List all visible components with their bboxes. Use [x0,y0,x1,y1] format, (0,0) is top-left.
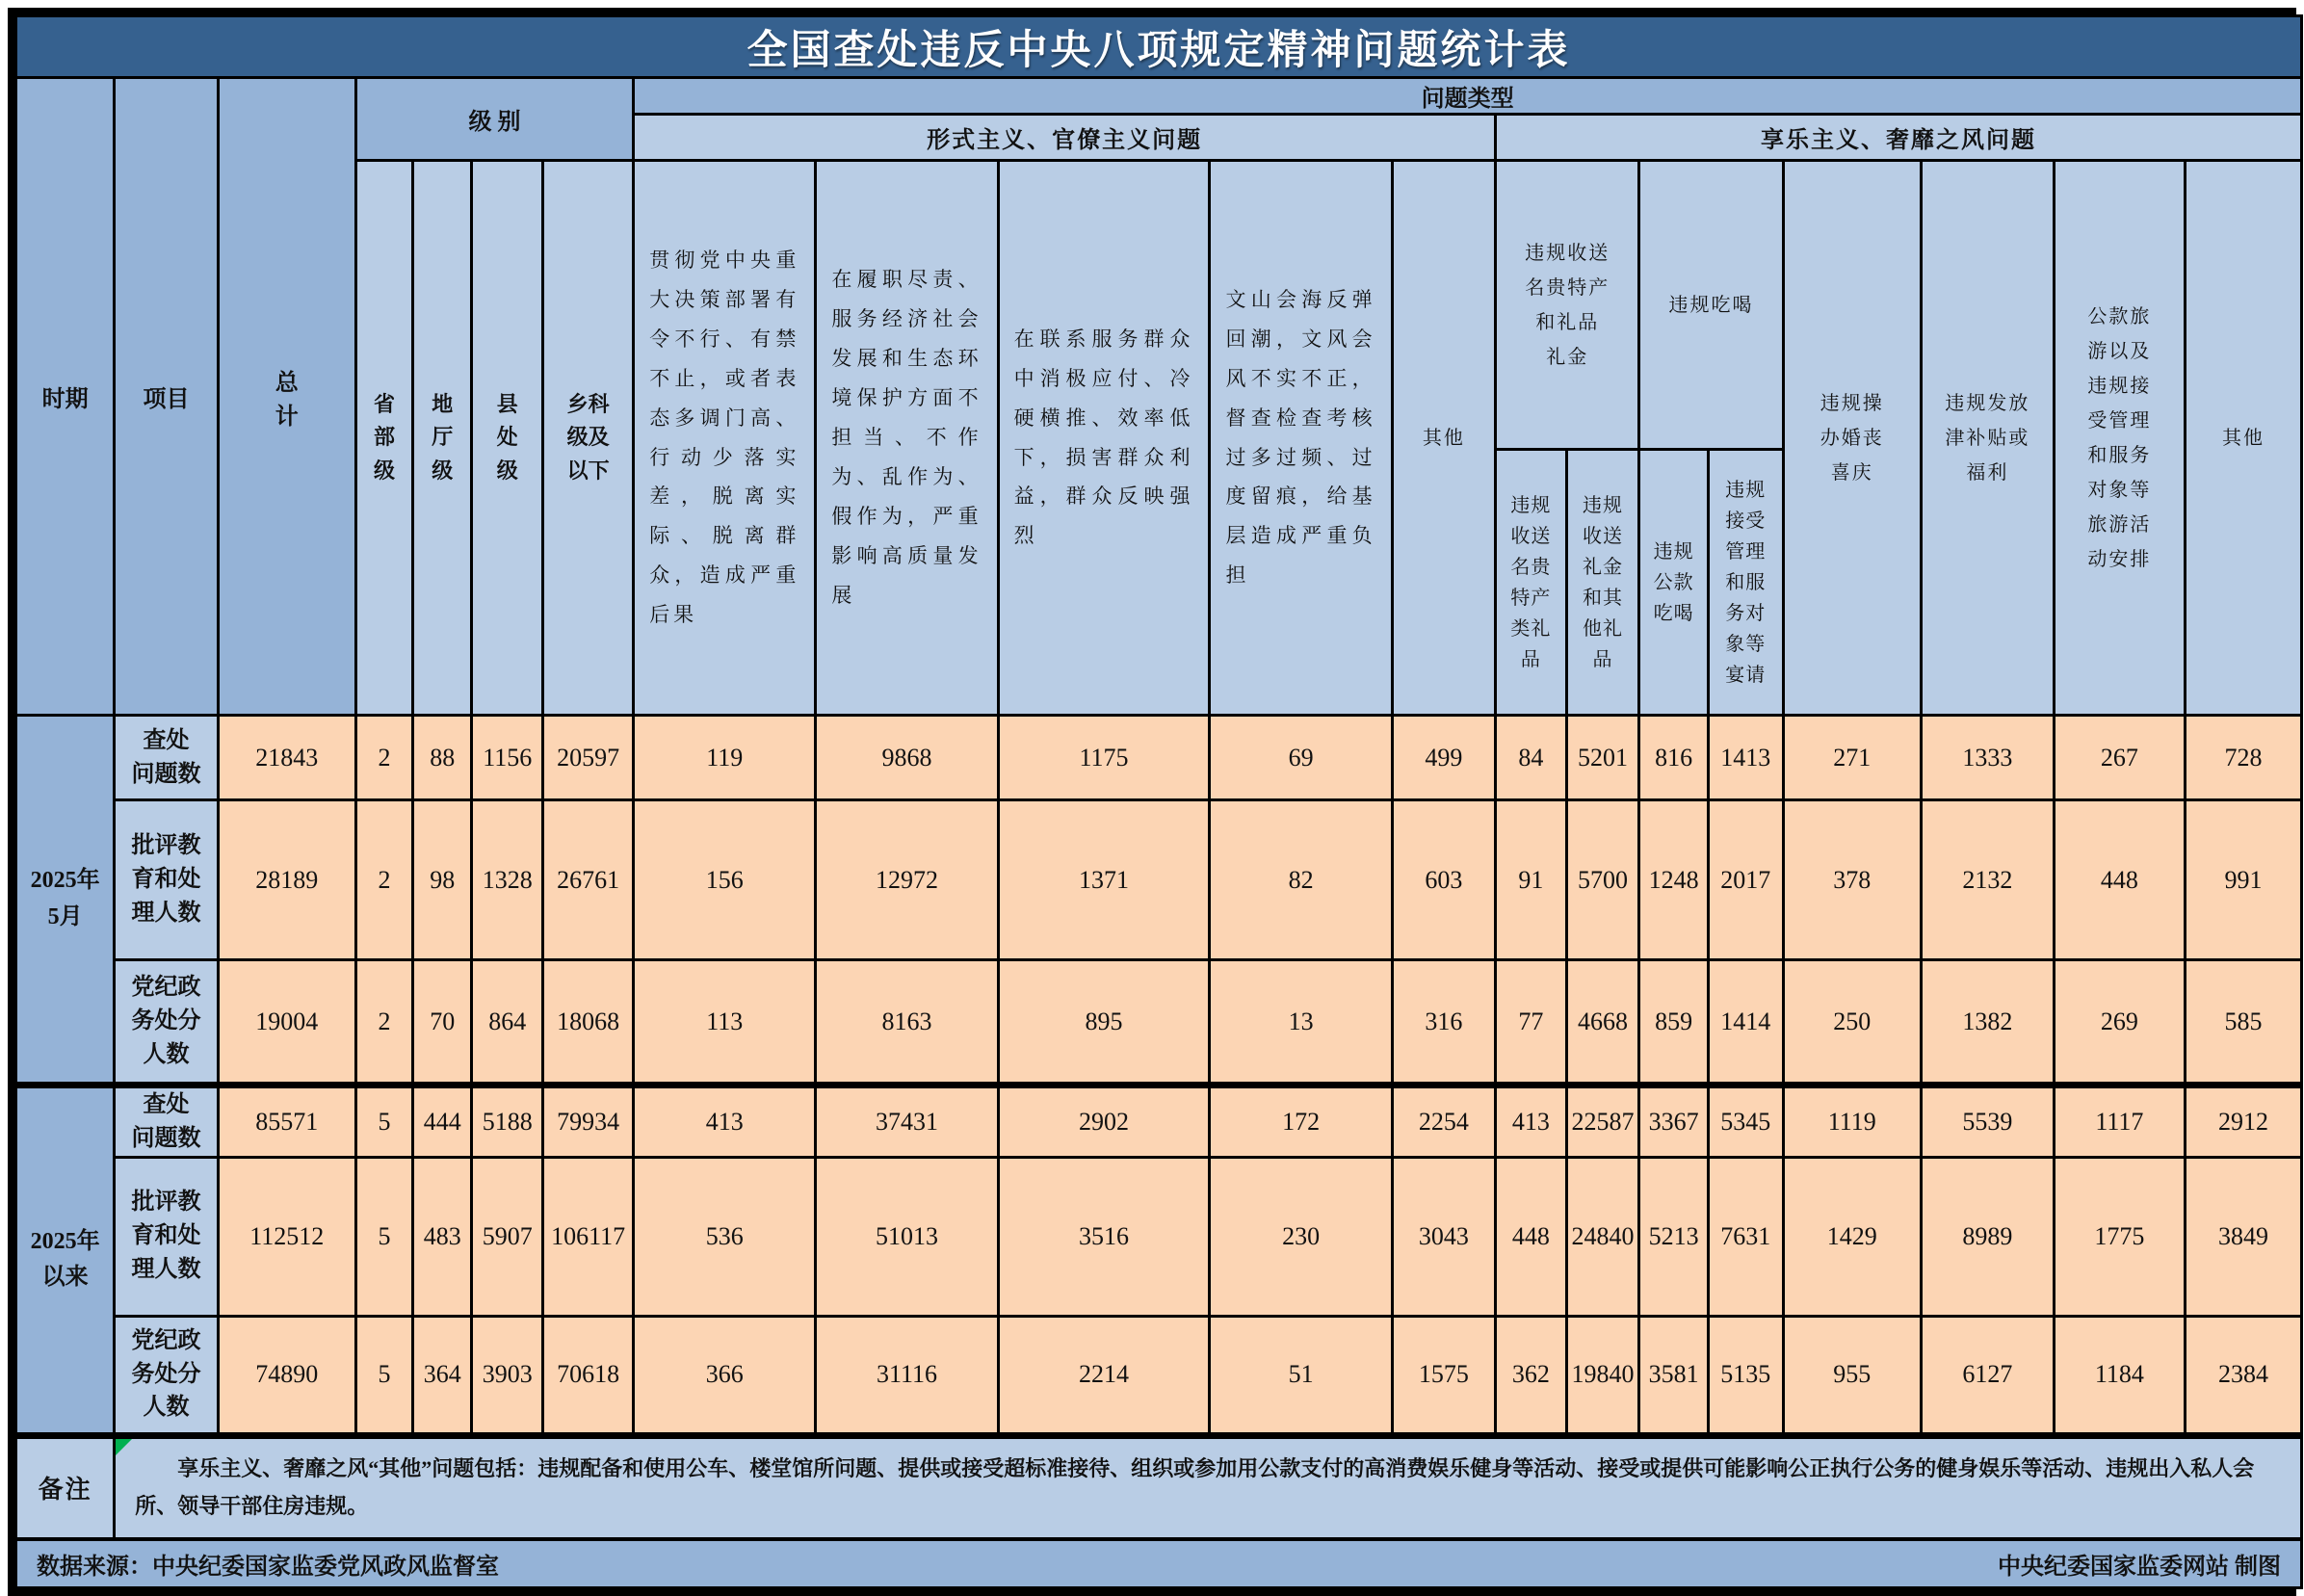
data-cell: 19004 [218,960,355,1086]
data-cell: 3516 [998,1157,1210,1316]
data-cell: 7631 [1708,1157,1783,1316]
data-cell: 2 [355,716,412,800]
table-row [16,1157,2302,1316]
data-cell: 444 [413,1086,472,1158]
data-cell: 172 [1210,1086,1392,1158]
data-cell: 79934 [543,1086,634,1158]
data-cell: 9868 [816,716,998,800]
data-cell: 1328 [472,800,543,960]
data-cell: 5700 [1566,800,1639,960]
source-bar [16,1539,2302,1587]
table-row [16,1086,2302,1158]
data-cell: 98 [413,800,472,960]
data-cell: 2017 [1708,800,1783,960]
table-frame [8,8,2296,1596]
col-header-formalism-other: 其他 [1392,161,1495,716]
data-cell: 70 [413,960,472,1086]
data-cell: 3581 [1639,1316,1709,1435]
table-row [16,716,2302,800]
col-group-hedonism: 享乐主义、奢靡之风问题 [1496,115,2302,161]
data-cell: 1248 [1639,800,1709,960]
data-cell: 51 [1210,1316,1392,1435]
data-cell: 413 [634,1086,816,1158]
data-cell: 2 [355,800,412,960]
data-cell: 74890 [218,1316,355,1435]
col-header-allowances: 违规发放 津补贴或 福利 [1921,161,2054,716]
col-group-level: 级 别 [355,78,633,161]
col-group-problem-type: 问题类型 [634,78,2302,115]
data-cell: 271 [1783,716,1921,800]
col-header-hedonism-other: 其他 [2185,161,2301,716]
cell-corner-marker-icon [116,1439,132,1455]
table-row [16,960,2302,1086]
data-cell: 119 [634,716,816,800]
data-cell: 3849 [2185,1157,2301,1316]
data-cell: 728 [2185,716,2301,800]
data-cell: 1429 [1783,1157,1921,1316]
data-cell: 77 [1496,960,1567,1086]
data-cell: 113 [634,960,816,1086]
data-cell: 85571 [218,1086,355,1158]
data-cell: 2902 [998,1086,1210,1158]
data-cell: 69 [1210,716,1392,800]
data-cell: 250 [1783,960,1921,1086]
data-cell: 1775 [2054,1157,2185,1316]
data-cell: 84 [1496,716,1567,800]
col-header-cash-gifts: 违规 收送 礼金 和其 他礼 品 [1566,450,1639,716]
data-cell: 156 [634,800,816,960]
data-cell: 536 [634,1157,816,1316]
row-label: 党纪政 务处分 人数 [115,1316,218,1435]
row-label: 批评教 育和处 理人数 [115,1157,218,1316]
statistics-table [14,14,2303,1589]
data-cell: 1175 [998,716,1210,800]
data-cell: 1414 [1708,960,1783,1086]
col-group-formalism: 形式主义、官僚主义问题 [634,115,1496,161]
data-source-text: 数据来源：中央纪委国家监委党风政风监督室 [37,1554,499,1580]
period-cell: 2025年 5月 [16,716,115,1086]
row-label: 查处 问题数 [115,1086,218,1158]
col-header-public-funds-dining: 违规 公款 吃喝 [1639,450,1709,716]
data-cell: 18068 [543,960,634,1086]
data-cell: 2214 [998,1316,1210,1435]
data-cell: 5 [355,1316,412,1435]
data-cell: 448 [2054,800,2185,960]
data-cell: 413 [1496,1086,1567,1158]
remark-text: 享乐主义、奢靡之风“其他”问题包括：违规配备和使用公车、楼堂馆所问题、提供或接受超标准接待、组织或参加用公款支付的高消费娱乐健身等活动、接受或提供可能影响公正执行公务的健身娱乐等活动、违规出入私人会所、领导干部住房违规。 [135,1456,2255,1518]
data-cell: 3367 [1639,1086,1709,1158]
data-cell: 37431 [816,1086,998,1158]
data-cell: 362 [1496,1316,1567,1435]
col-header-formalism-1: 贯彻党中央重大决策部署有令不行、有禁不止，或者表态多调门高、行动少落实差，脱离实际、脱离群众，造成严重后果 [634,161,816,716]
data-cell: 1117 [2054,1086,2185,1158]
data-cell: 2 [355,960,412,1086]
data-cell: 267 [2054,716,2185,800]
data-cell: 28189 [218,800,355,960]
data-cell: 5201 [1566,716,1639,800]
data-cell: 24840 [1566,1157,1639,1316]
page-title: 全国查处违反中央八项规定精神问题统计表 [16,16,2302,78]
remark-cell [115,1435,2302,1539]
data-cell: 2254 [1392,1086,1495,1158]
table-row [16,800,2302,960]
data-cell: 5 [355,1086,412,1158]
data-cell: 816 [1639,716,1709,800]
data-cell: 483 [413,1157,472,1316]
row-label: 查处 问题数 [115,716,218,800]
data-cell: 5213 [1639,1157,1709,1316]
col-header-formalism-2: 在履职尽责、服务经济社会发展和生态环境保护方面不担当、不作为、乱作为、假作为，严重影响高质量发展 [816,161,998,716]
data-cell: 2384 [2185,1316,2301,1435]
col-header-township-level: 乡科 级及 以下 [543,161,634,716]
data-cell: 112512 [218,1157,355,1316]
col-header-province-level: 省 部 级 [355,161,412,716]
data-cell: 70618 [543,1316,634,1435]
data-cell: 366 [634,1316,816,1435]
data-cell: 5135 [1708,1316,1783,1435]
credit-text: 中央纪委国家监委网站 制图 [1998,1554,2281,1580]
data-cell: 5907 [472,1157,543,1316]
data-cell: 26761 [543,800,634,960]
data-cell: 230 [1210,1157,1392,1316]
data-cell: 3043 [1392,1157,1495,1316]
remark-row [16,1435,2302,1539]
data-cell: 1156 [472,716,543,800]
data-cell: 91 [1496,800,1567,960]
col-header-period: 时期 [16,78,115,716]
data-cell: 82 [1210,800,1392,960]
data-cell: 13 [1210,960,1392,1086]
col-header-item: 项目 [115,78,218,716]
data-cell: 585 [2185,960,2301,1086]
col-header-prefecture-level: 地 厅 级 [413,161,472,716]
data-cell: 12972 [816,800,998,960]
data-cell: 5539 [1921,1086,2054,1158]
col-header-specialty-gifts: 违规 收送 名贵 特产 类礼 品 [1496,450,1567,716]
data-cell: 8989 [1921,1157,2054,1316]
data-cell: 364 [413,1316,472,1435]
data-cell: 5188 [472,1086,543,1158]
remark-label: 备注 [16,1435,115,1539]
data-cell: 51013 [816,1157,998,1316]
row-label: 批评教 育和处 理人数 [115,800,218,960]
data-cell: 5 [355,1157,412,1316]
period-cell: 2025年 以来 [16,1086,115,1436]
data-cell: 22587 [1566,1086,1639,1158]
data-cell: 499 [1392,716,1495,800]
col-header-county-level: 县 处 级 [472,161,543,716]
col-header-public-funded-travel: 公款旅 游以及 违规接 受管理 和服务 对象等 旅游活 动安排 [2054,161,2185,716]
data-cell: 106117 [543,1157,634,1316]
data-cell: 448 [1496,1157,1567,1316]
data-cell: 1413 [1708,716,1783,800]
col-group-gifts: 违规收送 名贵特产 和礼品 礼金 [1496,161,1639,450]
col-header-formalism-4: 文山会海反弹回潮，文风会风不实不正，督查检查考核过多过频、过度留痕，给基层造成严重负担 [1210,161,1392,716]
data-cell: 88 [413,716,472,800]
col-header-weddings-funerals: 违规操 办婚丧 喜庆 [1783,161,1921,716]
data-cell: 1184 [2054,1316,2185,1435]
data-cell: 19840 [1566,1316,1639,1435]
data-cell: 378 [1783,800,1921,960]
data-cell: 2132 [1921,800,2054,960]
col-header-total: 总 计 [218,78,355,716]
data-cell: 1333 [1921,716,2054,800]
data-cell: 316 [1392,960,1495,1086]
data-cell: 31116 [816,1316,998,1435]
col-header-banquets: 违规 接受 管理 和服 务对 象等 宴请 [1708,450,1783,716]
data-cell: 269 [2054,960,2185,1086]
data-cell: 21843 [218,716,355,800]
data-cell: 1371 [998,800,1210,960]
col-group-eat-drink: 违规吃喝 [1639,161,1783,450]
data-cell: 603 [1392,800,1495,960]
data-cell: 6127 [1921,1316,2054,1435]
data-cell: 20597 [543,716,634,800]
table-row [16,1316,2302,1435]
data-cell: 955 [1783,1316,1921,1435]
data-cell: 8163 [816,960,998,1086]
data-cell: 991 [2185,800,2301,960]
data-cell: 1575 [1392,1316,1495,1435]
col-header-formalism-3: 在联系服务群众中消极应付、冷硬横推、效率低下，损害群众利益，群众反映强烈 [998,161,1210,716]
data-cell: 895 [998,960,1210,1086]
data-cell: 1119 [1783,1086,1921,1158]
data-cell: 864 [472,960,543,1086]
data-cell: 859 [1639,960,1709,1086]
data-cell: 3903 [472,1316,543,1435]
data-cell: 5345 [1708,1086,1783,1158]
data-cell: 4668 [1566,960,1639,1086]
row-label: 党纪政 务处分 人数 [115,960,218,1086]
data-cell: 2912 [2185,1086,2301,1158]
data-cell: 1382 [1921,960,2054,1086]
